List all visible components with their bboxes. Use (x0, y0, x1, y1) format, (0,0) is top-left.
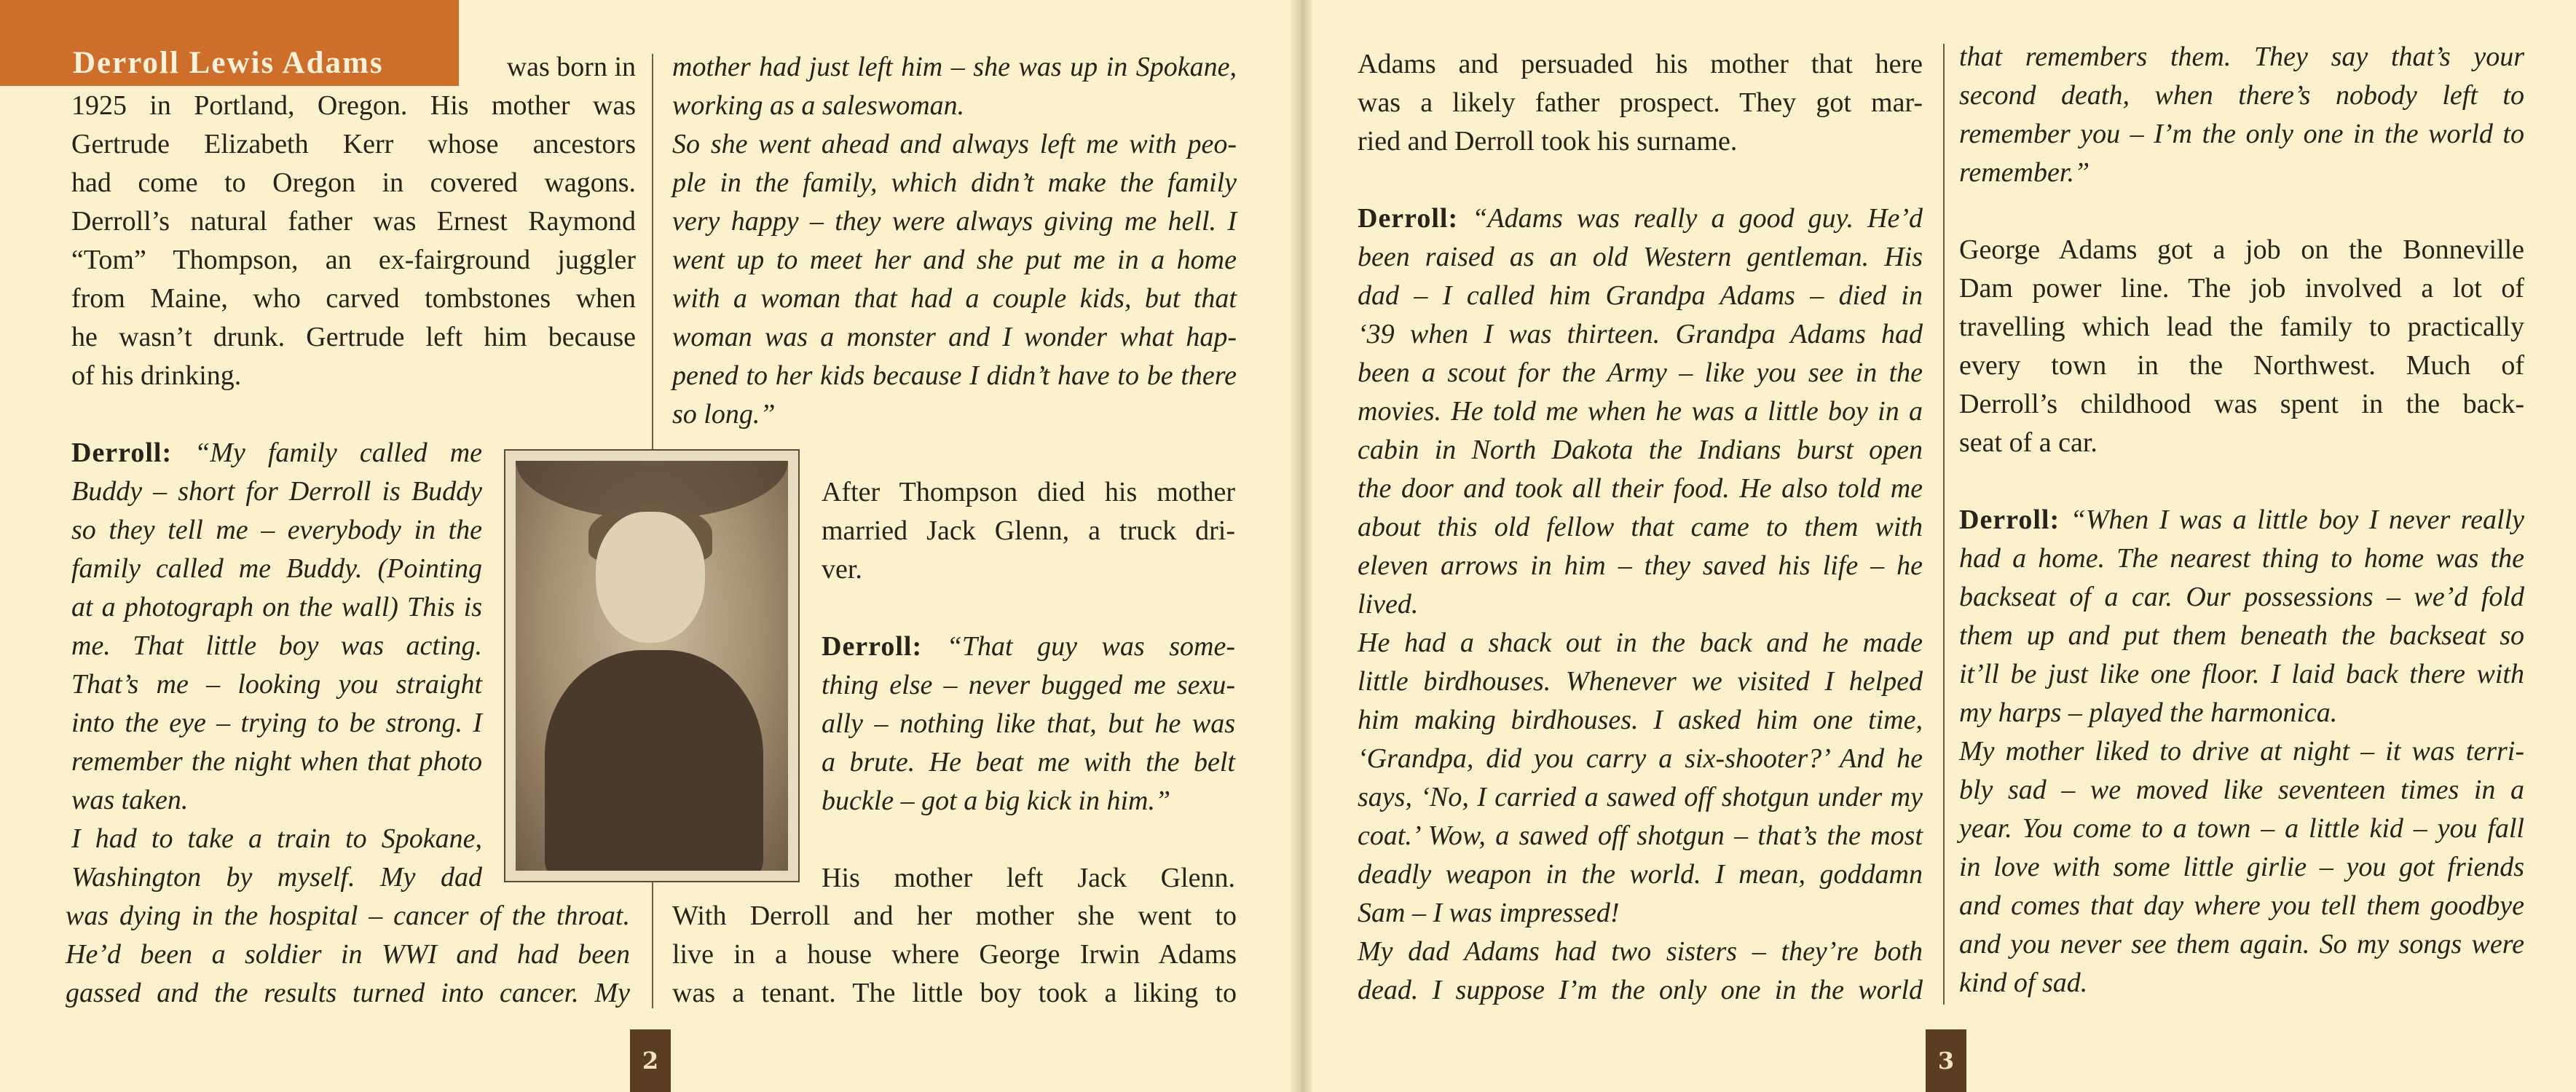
text-line: ‘Grandpa, did you carry a six-shooter?’ And he (1358, 743, 1923, 774)
col2-quote-last: buckle – got a big kick in him.” (822, 786, 1171, 816)
text-line: ally – nothing like that, but he was (822, 708, 1235, 739)
text-line: George Adams got a job on the Bonneville (1959, 234, 2524, 265)
text-line: the door and took all their food. He also told me (1358, 473, 1923, 504)
col2-quote-first: Derroll: “That guy was some- (822, 631, 1236, 662)
text-line: “Tom” Thompson, an ex-fairground juggler (71, 245, 636, 275)
text-line: mother had just left him – she was up in Spokane, (672, 52, 1237, 82)
left-col-1 (71, 48, 636, 395)
text-line: says, ‘No, I carried a sawed off shotgun under my (1358, 782, 1923, 812)
intro-first-line: was born in (506, 52, 636, 82)
quote-first-line: Derroll: “My family called me (71, 438, 483, 468)
text-line: was a tenant. The little boy took a liking to (672, 978, 1237, 1008)
left-col-2-narrow (822, 473, 1235, 898)
text-line: year. You come to a town – a little kid – you fall (1959, 813, 2524, 844)
text-line: coat.’ Wow, a sawed off shotgun – that’s the most (1358, 820, 1923, 851)
text-line: he wasn’t drunk. Gertrude left him because (71, 322, 636, 352)
text-line: He had a shack out in the back and he made (1358, 628, 1923, 658)
text-line: thing else – never bugged me sexu- (822, 670, 1235, 700)
text-line: backseat of a car. Our possessions – we’d fold (1959, 582, 2524, 612)
r2-quote-last: my harps – played the harmonica. (1959, 697, 2338, 728)
text-line: been a scout for the Army – like you see in the (1358, 357, 1923, 388)
childhood-photo (504, 449, 800, 882)
text-line: My mother liked to drive at night – it was terri- (1959, 736, 2524, 767)
text-line: about this old fellow that came to them with (1358, 512, 1923, 542)
text-line: second death, when there’s nobody left to (1959, 80, 2524, 111)
r2-para-last: seat of a car. (1959, 427, 2098, 458)
text-line: woman was a monster and I wonder what hap- (672, 322, 1237, 352)
text-line: He’d been a soldier in WWI and had been (66, 939, 630, 970)
text-line: had a home. The nearest thing to home was the (1959, 543, 2524, 574)
right-col-1 (1358, 45, 1923, 1010)
page-number-right: 3 (1926, 1029, 1966, 1092)
text-line: and you never see them again. So my songs were (1959, 929, 2524, 960)
text-line: went up to meet her and she put me in a home (672, 245, 1237, 275)
name-label: Derroll Lewis Adams (73, 46, 384, 80)
text-line: Derroll’s natural father was Ernest Raymond (71, 206, 636, 237)
page-number-left: 2 (630, 1029, 671, 1092)
text-line: them up and put them beneath the backseat so (1959, 620, 2524, 651)
text-line: it’ll be just like one floor. I laid back there with (1959, 659, 2524, 689)
r2-quote-first: Derroll: “When I was a little boy I never really (1959, 505, 2524, 535)
text-line: gassed and the results turned into cancer. My (66, 978, 630, 1008)
left-column-divider (652, 54, 653, 451)
text-line: live in a house where George Irwin Adams (672, 939, 1237, 970)
text-line: in love with some little girlie – you got friends (1959, 852, 2524, 882)
text-line: into the eye – trying to be strong. I (71, 708, 482, 738)
text-line: him making birdhouses. I asked him one time, (1358, 705, 1923, 735)
text-line: had come to Oregon in covered wagons. (71, 167, 636, 198)
text-line: 1925 in Portland, Oregon. His mother was (71, 90, 636, 121)
col2-after-first: His mother left Jack Glenn. (822, 863, 1235, 893)
col2-para-last: so long.” (672, 399, 776, 430)
text-line: I had to take a train to Spokane, (71, 823, 482, 854)
text-line: Dam power line. The job involved a lot of (1959, 273, 2524, 304)
text-line: so they tell me – everybody in the (71, 515, 482, 545)
text-line: Derroll’s childhood was spent in the back- (1959, 389, 2524, 419)
text-line: me. That little boy was acting. (71, 630, 482, 661)
text-line: So she went ahead and always left me with peo- (672, 129, 1237, 159)
text-line: remember you – I’m the only one in the world to (1959, 119, 2524, 149)
quote-narrow-last: was taken. (71, 785, 189, 815)
text-line: That’s me – looking you straight (71, 669, 482, 700)
text-line: travelling which lead the family to practically (1959, 312, 2524, 342)
text-line: With Derroll and her mother she went to (672, 901, 1237, 931)
text-line: very happy – they were always giving me hell. I (672, 206, 1237, 237)
text-line: that remembers them. They say that’s your (1959, 41, 2524, 72)
text-line: Washington by myself. My dad (71, 862, 482, 893)
col2-line2: working as a saleswoman. (672, 90, 965, 121)
text-line: family called me Buddy. (Pointing (71, 553, 482, 584)
right-col-2 (1959, 38, 2524, 1002)
text-line: pened to her kids because I didn’t have to be there (672, 360, 1237, 391)
text-line: My dad Adams had two sisters – they’re both (1358, 936, 1923, 967)
text-line: deadly weapon in the world. I mean, goddamn (1358, 859, 1923, 890)
text-line: little birdhouses. Whenever we visited I helped (1358, 666, 1923, 697)
r2-para2-last: kind of sad. (1959, 968, 2088, 998)
text-line: Adams and persuaded his mother that here (1358, 49, 1923, 79)
left-col-2-after (672, 897, 1237, 1013)
text-line: was dying in the hospital – cancer of the throat. (66, 901, 630, 931)
text-line: at a photograph on the wall) This is (71, 592, 482, 622)
narrow1-last: ver. (822, 554, 862, 585)
text-line: with a woman that had a couple kids, but that (672, 283, 1237, 314)
text-line: been raised as an old Western gentleman. His (1358, 242, 1923, 272)
text-line: married Jack Glenn, a truck dri- (822, 515, 1235, 546)
text-line: every town in the Northwest. Much of (1959, 350, 2524, 381)
text-line: ‘39 when I was thirteen. Grandpa Adams had (1358, 319, 1923, 349)
r1-para2-last: Sam – I was impressed! (1358, 898, 1620, 928)
r1-quote-first: Derroll: “Adams was really a good guy. He’d (1358, 203, 1923, 234)
text-line: a brute. He beat me with the belt (822, 747, 1235, 778)
text-line: and comes that day where you tell them goodbye (1959, 890, 2524, 921)
text-line: Buddy – short for Derroll is Buddy (71, 476, 482, 507)
text-line: Gertrude Elizabeth Kerr whose ancestors (71, 129, 636, 159)
intro-last-line: of his drinking. (71, 360, 242, 391)
r2-intro-last: remember.” (1959, 157, 2090, 188)
text-line: movies. He told me when he was a little boy in a (1358, 396, 1923, 427)
text-line: After Thompson died his mother (822, 477, 1235, 507)
left-col-2 (672, 48, 1237, 434)
text-line: remember the night when that photo (71, 746, 482, 777)
text-line: dead. I suppose I’m the only one in the world (1358, 975, 1923, 1005)
text-line: was a likely father prospect. They got mar- (1358, 87, 1923, 118)
left-col-1-quote (71, 434, 482, 897)
r1-intro-last: ried and Derroll took his surname. (1358, 126, 1738, 157)
right-column-divider (1943, 44, 1945, 1005)
book-spine (1291, 0, 1312, 1092)
text-line: ple in the family, which didn’t make the family (672, 167, 1237, 198)
r1-quote-last: lived. (1358, 589, 1419, 620)
text-line: dad – I called him Grandpa Adams – died in (1358, 280, 1923, 311)
text-line: cabin in North Dakota the Indians burst open (1358, 435, 1923, 465)
text-line: from Maine, who carved tombstones when (71, 283, 636, 314)
left-col-1-wide (66, 897, 630, 1013)
text-line: bly sad – we moved like seventeen times in a (1959, 775, 2524, 805)
text-line: eleven arrows in him – they saved his life – he (1358, 550, 1923, 581)
